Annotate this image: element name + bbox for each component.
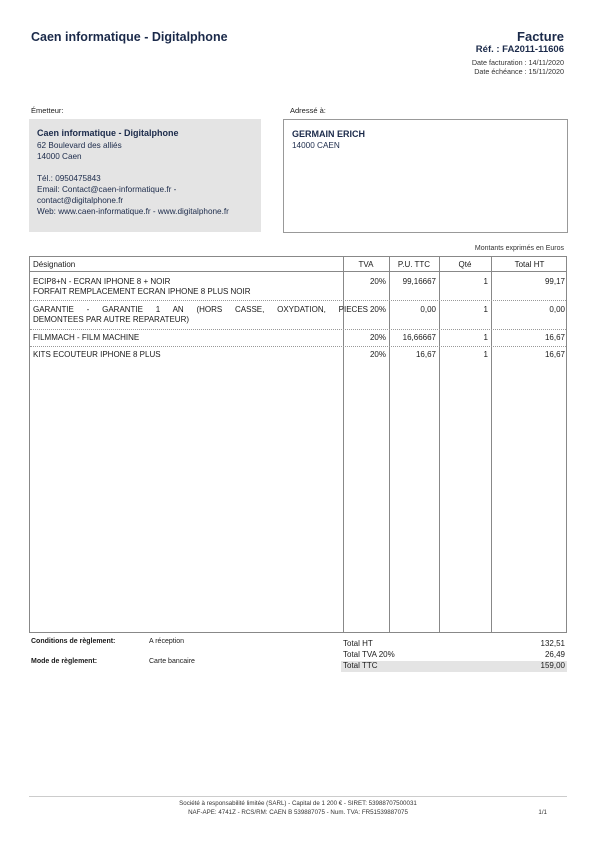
item-unit-price: 99,16667 bbox=[402, 277, 436, 286]
recipient-address: 14000 CAEN bbox=[292, 141, 340, 150]
total-ttc-label: Total TTC bbox=[343, 661, 378, 670]
emitter-email: Email: Contact@caen-informatique.fr - bbox=[37, 185, 177, 194]
item-total: 16,67 bbox=[544, 350, 565, 359]
company-title: Caen informatique - Digitalphone bbox=[31, 30, 228, 44]
emitter-website: Web: www.caen-informatique.fr - www.digitalphone.fr bbox=[37, 207, 229, 216]
item-tva: 20% bbox=[369, 305, 386, 314]
row-separator bbox=[30, 329, 566, 330]
total-ttc-row bbox=[341, 661, 567, 672]
header-total: Total HT bbox=[514, 260, 545, 269]
emitter-name: Caen informatique - Digitalphone bbox=[37, 128, 179, 138]
total-tva-row bbox=[341, 650, 567, 661]
item-quantity: 1 bbox=[483, 333, 488, 342]
item-designation-line1: ECIP8+N - ECRAN IPHONE 8 + NOIR bbox=[33, 277, 171, 286]
invoice-reference: Réf. : FA2011-11606 bbox=[475, 44, 564, 55]
total-tva-label: Total TVA 20% bbox=[343, 650, 395, 659]
item-designation-line2: FORFAIT REMPLACEMENT ECRAN IPHONE 8 PLUS NOIR bbox=[33, 287, 251, 296]
table-header bbox=[30, 257, 566, 272]
emitter-address-city: 14000 Caen bbox=[37, 152, 82, 161]
row-separator bbox=[30, 300, 566, 301]
item-designation-line1: FILMMACH - FILM MACHINE bbox=[33, 333, 140, 342]
payment-terms-label: Conditions de règlement: bbox=[31, 638, 116, 645]
item-quantity: 1 bbox=[483, 350, 488, 359]
payment-mode-value: Carte bancaire bbox=[149, 658, 195, 665]
total-ttc-value: 159,00 bbox=[540, 661, 565, 670]
item-total: 0,00 bbox=[549, 305, 565, 314]
total-ht-row bbox=[341, 639, 567, 650]
footer-legal-line2: NAF-APE: 4741Z - RCS/RM: CAEN B 539887075 - Num. TVA: FR51539887075 bbox=[188, 809, 408, 816]
recipient-label: Adressé à: bbox=[290, 106, 326, 115]
due-date: Date échéance : 15/11/2020 bbox=[474, 67, 564, 76]
emitter-box bbox=[29, 119, 261, 232]
payment-terms-value: A réception bbox=[149, 638, 185, 645]
recipient-box bbox=[283, 119, 568, 233]
total-ht-value: 132,51 bbox=[540, 639, 565, 648]
item-designation-line1: GARANTIE - GARANTIE 1 AN (HORS CASSE, OXYDATION, PIECES bbox=[33, 305, 368, 314]
item-designation-line1: KITS ECOUTEUR IPHONE 8 PLUS bbox=[33, 350, 161, 359]
item-tva: 20% bbox=[369, 350, 386, 359]
header-tva: TVA bbox=[358, 260, 374, 269]
total-ht-label: Total HT bbox=[343, 639, 373, 648]
item-total: 16,67 bbox=[544, 333, 565, 342]
recipient-name: GERMAIN ERICH bbox=[292, 129, 366, 139]
footer-legal-line1: Société à responsabilité limitée (SARL) - Capital de 1 200 € - SIRET: 53988707500031 bbox=[179, 800, 417, 807]
item-tva: 20% bbox=[369, 333, 386, 342]
header-unit-price: P.U. TTC bbox=[397, 260, 431, 269]
item-unit-price: 0,00 bbox=[420, 305, 436, 314]
header-quantity: Qté bbox=[458, 260, 472, 269]
emitter-phone: Tél.: 0950475843 bbox=[37, 174, 101, 183]
item-designation-line2: DEMONTEES PAR AUTRE REPARATEUR) bbox=[33, 315, 190, 324]
item-quantity: 1 bbox=[483, 277, 488, 286]
total-tva-value: 26,49 bbox=[544, 650, 565, 659]
currency-note: Montants exprimés en Euros bbox=[474, 245, 564, 252]
header-designation: Désignation bbox=[33, 260, 76, 269]
footer-divider bbox=[29, 796, 567, 797]
item-unit-price: 16,66667 bbox=[402, 333, 436, 342]
item-unit-price: 16,67 bbox=[415, 350, 436, 359]
row-separator bbox=[30, 346, 566, 347]
document-title: Facture bbox=[517, 29, 564, 44]
page-number: 1/1 bbox=[538, 809, 547, 816]
invoice-date: Date facturation : 14/11/2020 bbox=[471, 58, 564, 67]
item-total: 99,17 bbox=[544, 277, 565, 286]
item-quantity: 1 bbox=[483, 305, 488, 314]
emitter-email-continued: contact@digitalphone.fr bbox=[37, 196, 124, 205]
emitter-label: Émetteur: bbox=[31, 106, 64, 115]
emitter-address-street: 62 Boulevard des alliés bbox=[37, 141, 122, 150]
payment-mode-label: Mode de règlement: bbox=[31, 658, 98, 665]
items-table bbox=[29, 256, 567, 633]
item-tva: 20% bbox=[369, 277, 386, 286]
